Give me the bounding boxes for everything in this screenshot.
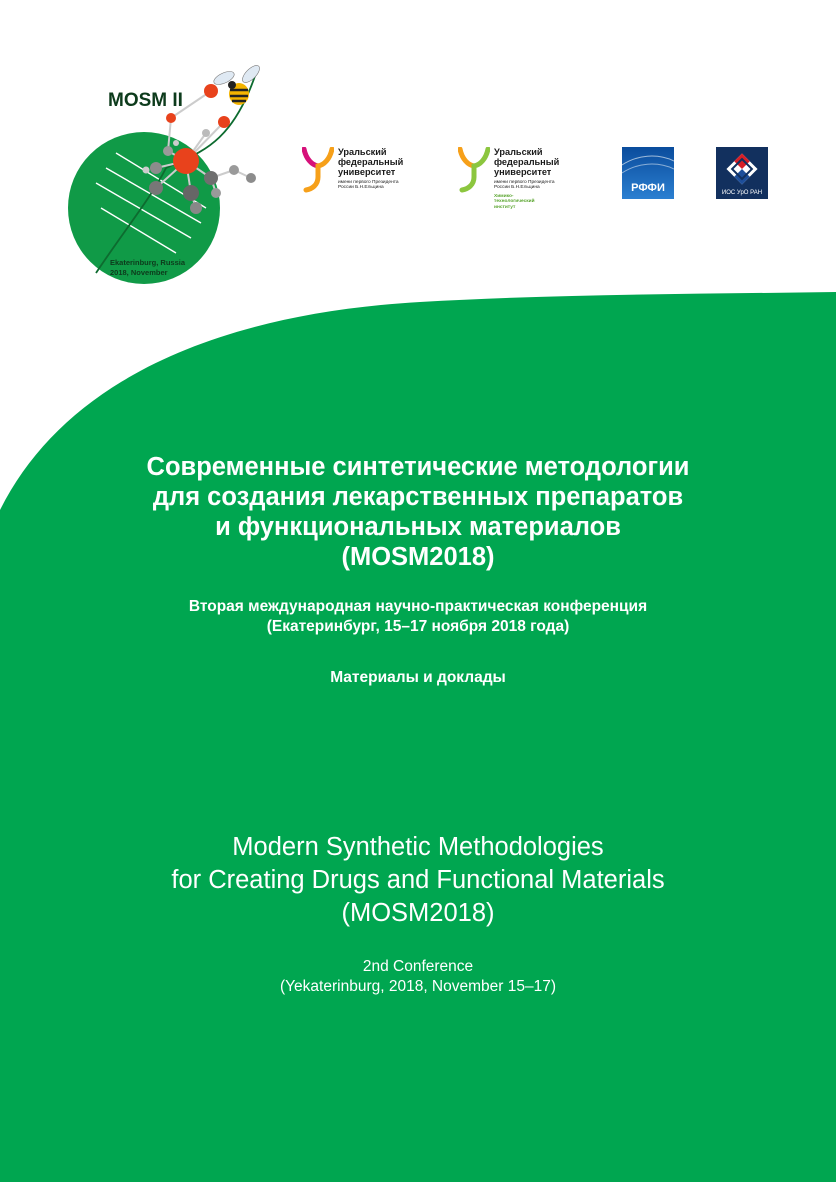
mosm-logo-title: MOSM II (108, 90, 183, 111)
english-title-line: for Creating Drugs and Functional Materials (171, 866, 665, 894)
english-title-line: Modern Synthetic Methodologies (232, 833, 604, 861)
english-subtitle-line: 2nd Conference (362, 958, 474, 975)
russian-materials-label: Материалы и доклады (330, 669, 506, 686)
english-subtitle (0, 957, 836, 997)
ios-logo-text: ИОС УрО РАН (721, 190, 763, 196)
urfu-y-icon (458, 147, 490, 193)
english-title (0, 831, 836, 930)
urfu-logo (302, 147, 422, 227)
mosm-logo-place: Ekaterinburg, Russia (110, 258, 186, 267)
rffi-logo (622, 147, 674, 199)
russian-title-line: Современные синтетические методологии (146, 453, 690, 481)
rffi-logo-text: РФФИ (631, 182, 665, 194)
urfu-institute: Химико- технологический институт (494, 193, 535, 210)
urfu-name: Уральский федеральный университет (338, 147, 404, 177)
english-title-line: (MOSM2018) (341, 899, 495, 927)
urfu-subtitle: имени первого Президента России Б.Н.Ельцина (494, 180, 555, 191)
urfu-subtitle: имени первого Президента России Б.Н.Ельцина (338, 180, 399, 191)
russian-title (0, 452, 836, 572)
russian-title-line: для создания лекарственных препаратов (152, 483, 684, 511)
russian-subtitle (0, 597, 836, 637)
ios-ran-logo (716, 147, 768, 199)
mosm-logo (56, 58, 276, 288)
russian-subtitle-line: (Екатеринбург, 15–17 ноября 2018 года) (266, 618, 570, 635)
russian-title-line: и функциональных материалов (215, 513, 621, 541)
bee-icon (212, 63, 262, 105)
english-subtitle-line: (Yekaterinburg, 2018, November 15–17) (279, 978, 557, 995)
mosm-logo-date: 2018, November (110, 268, 168, 277)
urfu-name: Уральский федеральный университет (494, 147, 560, 177)
urfu-y-icon (302, 147, 334, 193)
urfu-hti-logo (458, 147, 578, 227)
russian-subtitle-line: Вторая международная научно-практическая конференция (188, 598, 648, 615)
russian-title-line: (MOSM2018) (341, 543, 495, 571)
